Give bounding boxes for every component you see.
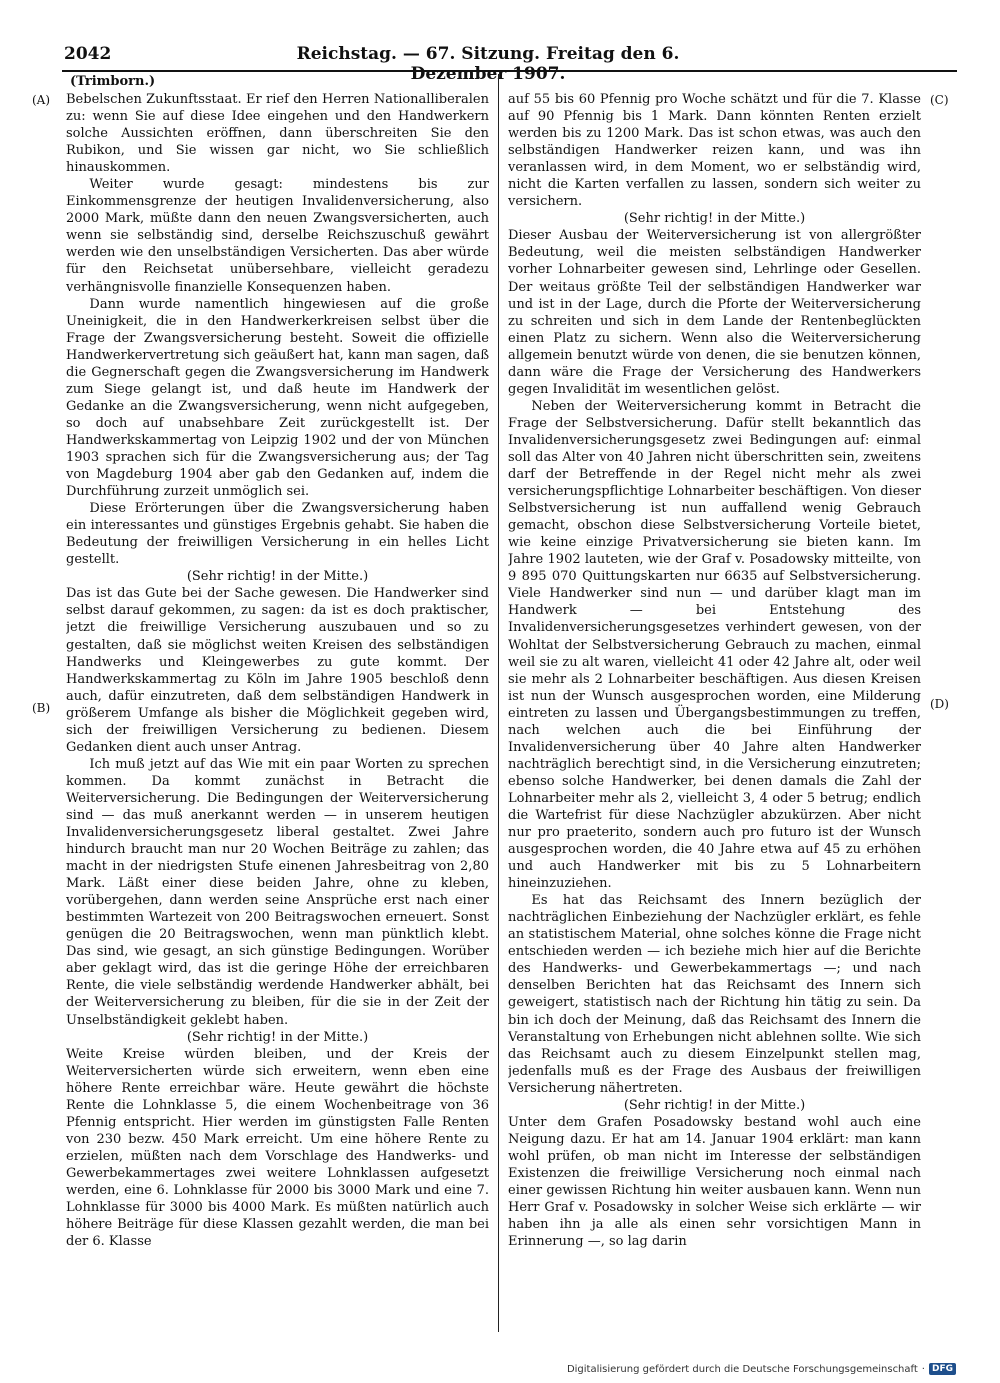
margin-letter-a: (A) (32, 93, 51, 107)
right-column (508, 91, 921, 1334)
speaker-label: (Trimborn.) (70, 74, 156, 89)
dfg-logo: DFG (929, 1363, 956, 1375)
right-column-paragraph: Neben der Weiterversicherung kommt in Betracht die Frage der Selbstversicherung. Dafür stellt bekanntlich das Invalidenversicherungsgesetz zwei Bedingungen auf: einmal soll das Alter von 40 Jahren nicht überschritten sein, zweitens darf der Betreffende in der Regel nicht mehr als zwei versicherungspflichtige Lohnarbeiter beschäftigen. Von dieser Selbstversicherung ist nun auffallend wenig Gebrauch gemacht, obschon diese Selbstversicherung Vorteile bietet, wie keine einzige Privatversicherung sie bieten kann. Im Jahre 1902 lauteten, wie der Graf v. Posadowsky mitteilte, von 9 895 070 Quittungskarten nur 6635 auf Selbstversicherung. Viele Handwerker sind nun — und darüber klagt man im Handwerk — bei Entstehung des Invalidenversicherungsgesetzes verhindert gewesen, von der Wohltat der Selbstversicherung Gebrauch zu machen, einmal weil sie zu alt waren, vielleicht 41 oder 42 Jahre alt, oder weil sie mehr als 2 Lohnarbeiter beschäftigen. Aus diesen Kreisen ist nun der Wunsch ausgesprochen worden, eine Milderung eintreten zu lassen und Übergangsbestimmungen zu treffen, nach welchen auch die bei Einführung der Invalidenversicherung über 40 Jahre alten Handwerker nachträglich berechtigt sind, in die Versicherung einzutreten; ebenso solche Handwerker, bei denen damals die Zahl der Lohnarbeiter mehr als 2, vielleicht 3, 4 oder 5 betrug; endlich die Wartefrist für diese Nachzügler abzukürzen. Aber nicht nur pro praeterito, sondern auch pro futuro ist der Wunsch ausgesprochen worden, die 40 Jahre etwa auf 45 zu erhöhen und auch Handwerker mit bis zu 5 Lohnarbeitern hineinzuziehen. (508, 398, 921, 892)
page-number: 2042 (64, 44, 112, 64)
left-column-paragraph: Diese Erörterungen über die Zwangsversicherung haben ein interessantes und günstiges Ergebnis gehabt. Sie haben die Bedeutung der freiwilligen Versicherung in ein helles Licht gestellt. (66, 501, 489, 568)
left-column-paragraph: Weite Kreise würden bleiben, und der Kreis der Weiterversicherten würde sich erweitern, wenn eben eine höhere Rente erreichbar wäre. Heute gewährt die höchste Rente die Lohnklasse 5, die einem Wochenbeitrage von 36 Pfennig entspricht. Hier werden im günstigsten Falle Renten von 230 bezw. 450 Mark erreicht. Um eine höhere Rente zu erzielen, müßten nach dem Vorschlage des Handwerks- und Gewerbekammertages zwei weitere Lohnklassen aufgesetzt werden, eine 6. Lohnklasse für 2000 bis 3000 Mark und eine 7. Lohnklasse für 3000 bis 4000 Mark. Es müßten natürlich auch höhere Beiträge für diese Klassen gezahlt werden, die man bei der 6. Klasse (66, 1046, 489, 1250)
header-rule (62, 70, 957, 72)
margin-letter-c: (C) (930, 93, 949, 107)
margin-letter-b: (B) (32, 701, 51, 715)
left-column-paragraph: Ich muß jetzt auf das Wie mit ein paar Worten zu sprechen kommen. Da kommt zunächst in Betracht die Weiterversicherung. Die Bedingungen der Weiterversicherung sind — das muß anerkannt werden — in unserem heutigen Invalidenversicherungsgesetz liberal gestaltet. Zwei Jahre hindurch braucht man nur 20 Wochen Beiträge zu zahlen; das macht in der niedrigsten Stufe einenen Jahresbeitrag von 2,80 Mark. Läßt einer diese beiden Jahre, ohne zu kleben, vorübergehen, dann werden seine Ansprüche erst nach einer bestimmten Wartezeit von 200 Beitragswochen erneuert. Sonst genügen die 20 Beitragswochen, wenn man pünktlich klebt. Das sind, wie gesagt, an sich günstige Bedingungen. Worüber aber geklagt wird, das ist die geringe Höhe der erreichbaren Rente, die viele selbständig werdende Handwerker abhält, bei der Weiterversicherung zu bleiben, für die sie in der Zeit der Unselbständigkeit geklebt haben. (66, 756, 489, 1028)
right-column-paragraph: auf 55 bis 60 Pfennig pro Woche schätzt und für die 7. Klasse auf 90 Pfennig bis 1 Mark. Dann könnten Renten erzielt werden bis zu 1200 Mark. Das ist schon etwas, was auch den selbständigen Handwerker reizen kann, und was ihn veranlassen wird, in dem Moment, wo er selbständig wird, nicht die Karten verfallen zu lassen, sondern sich weiter zu versichern. (508, 92, 921, 210)
right-column-paragraph: Es hat das Reichsamt des Innern bezüglich der nachträglichen Einbeziehung der Nachzügler erklärt, es fehle an statistischem Material, ohne solches könne die Frage nicht entschieden werden — ich beziehe mich hier auf die Berichte des Handwerks- und Gewerbekammertags —; und nach denselben Berichten hat das Reichsamt des Innern sich geweigert, statistisch nach der Richtung hin tätig zu sein. Da bin ich doch der Meinung, daß das Reichsamt des Innern die Veranstaltung von Erhebungen nicht ablehnen sollte. Wie sich das Reichsamt auch zu diesem Einzelpunkt stellen mag, jedenfalls muß es der Frage des Ausbaus der freiwilligen Versicherung nähertreten. (508, 893, 921, 1096)
left-column-interjection: (Sehr richtig! in der Mitte.) (186, 569, 369, 585)
digitization-credit: Digitalisierung gefördert durch die Deutsche Forschungsgemeinschaft · DFG (567, 1363, 956, 1375)
left-column-interjection: (Sehr richtig! in der Mitte.) (186, 1029, 369, 1045)
left-column-paragraph: Bebelschen Zukunftsstaat. Er rief den Herren Nationalliberalen zu: wenn Sie auf diese Idee eingehen und den Handwerkern solche Aussichten eröffnen, dann überschreiten Sie den Rubikon, und Sie wissen gar nicht, wo Sie schließlich hinauskommen. (66, 92, 489, 176)
right-column-paragraph: Dieser Ausbau der Weiterversicherung ist von allergrößter Bedeutung, weil die meisten selbständigen Handwerker vorher Lohnarbeiter gewesen sind, Lehrlinge oder Gesellen. Der weitaus größte Teil der selbständigen Handwerker war und ist in der Lage, durch die Pforte der Weiterversicherung zu schreiten und sich in dem Lande der Rentenbeglückten einen Platz zu sichern. Wenn also die Weiterversicherung allgemein benutzt würde von denen, die sie benutzen können, dann wäre die Frage der Versicherung des Handwerkers gegen Invalidität im wesentlichen gelöst. (508, 228, 921, 397)
margin-letter-d: (D) (930, 697, 949, 711)
credit-text: Digitalisierung gefördert durch die Deutsche Forschungsgemeinschaft (566, 1363, 918, 1375)
left-column-paragraph: Dann wurde namentlich hingewiesen auf die große Uneinigkeit, die in den Handwerkerkreisen selbst über die Frage der Zwangsversicherung besteht. Soweit die offizielle Handwerkervertretung sich geäußert hat, kann man sagen, daß die Gegnerschaft gegen die Zwangsversicherung im Handwerk zum Siege gelangt ist, und daß heute im Handwerk der Gedanke an die Zwangsversicherung, wenn nicht aufgegeben, so doch auf unabsehbare Zeit zurückgestellt ist. Der Handwerkskammertag von Leipzig 1902 und der von München 1903 sprachen sich für die Zwangsversicherung aus; der Tag von Magdeburg 1904 aber gab den Gedanken auf, indem die Durchführung zurzeit unmöglich sei. (66, 296, 489, 500)
right-column-paragraph: Unter dem Grafen Posadowsky bestand wohl auch eine Neigung dazu. Er hat am 14. Januar 1904 erklärt: man kann wohl prüfen, ob man nicht im Interesse der selbständigen Existenzen die freiwillige Versicherung noch einmal nach einer gewissen Richtung hin weiter ausbauen kann. Wenn nun Herr Graf v. Posadowsky in solcher Weise sich erklärte — wir haben ihn ja alle als einen sehr vorsichtigen Mann in Erinnerung —, so lag darin (508, 1114, 921, 1250)
left-column-paragraph: Weiter wurde gesagt: mindestens bis zur Einkommensgrenze der heutigen Invalidenversicherung, also 2000 Mark, müßte dann den neuen Zwangsversicherten, auch wenn sie selbständig sind, derselbe Reichszuschuß gewährt werden wie den unselbständigen Versicherten. Das aber würde für den Reichsetat unübersehbare, vielleicht geradezu verhängnisvolle finanzielle Konsequenzen haben. (66, 177, 489, 295)
left-column (66, 91, 489, 1334)
left-column-paragraph: Das ist das Gute bei der Sache gewesen. Die Handwerker sind selbst darauf gekommen, zu sagen: da ist es doch praktischer, jetzt die freiwillige Versicherung auszubauen und so zu gestalten, daß sie möglichst weiten Kreisen des selbständigen Handwerks und Kleingewerbes zu gute kommt. Der Handwerkskammertag zu Köln im Jahre 1905 beschloß denn auch, dafür einzutreten, daß dem selbständigen Handwerk in größerem Umfange als bisher die Möglichkeit gegeben wird, sich der freiwilligen Versicherung zu bedienen. Diesem Gedanken dient auch unser Antrag. (66, 586, 489, 755)
column-separator (498, 74, 499, 1332)
running-header: Reichstag. — 67. Sitzung. Freitag den 6. Dezember 1907. (296, 44, 680, 84)
right-column-interjection: (Sehr richtig! in der Mitte.) (623, 211, 806, 227)
right-column-interjection: (Sehr richtig! in der Mitte.) (623, 1097, 806, 1113)
